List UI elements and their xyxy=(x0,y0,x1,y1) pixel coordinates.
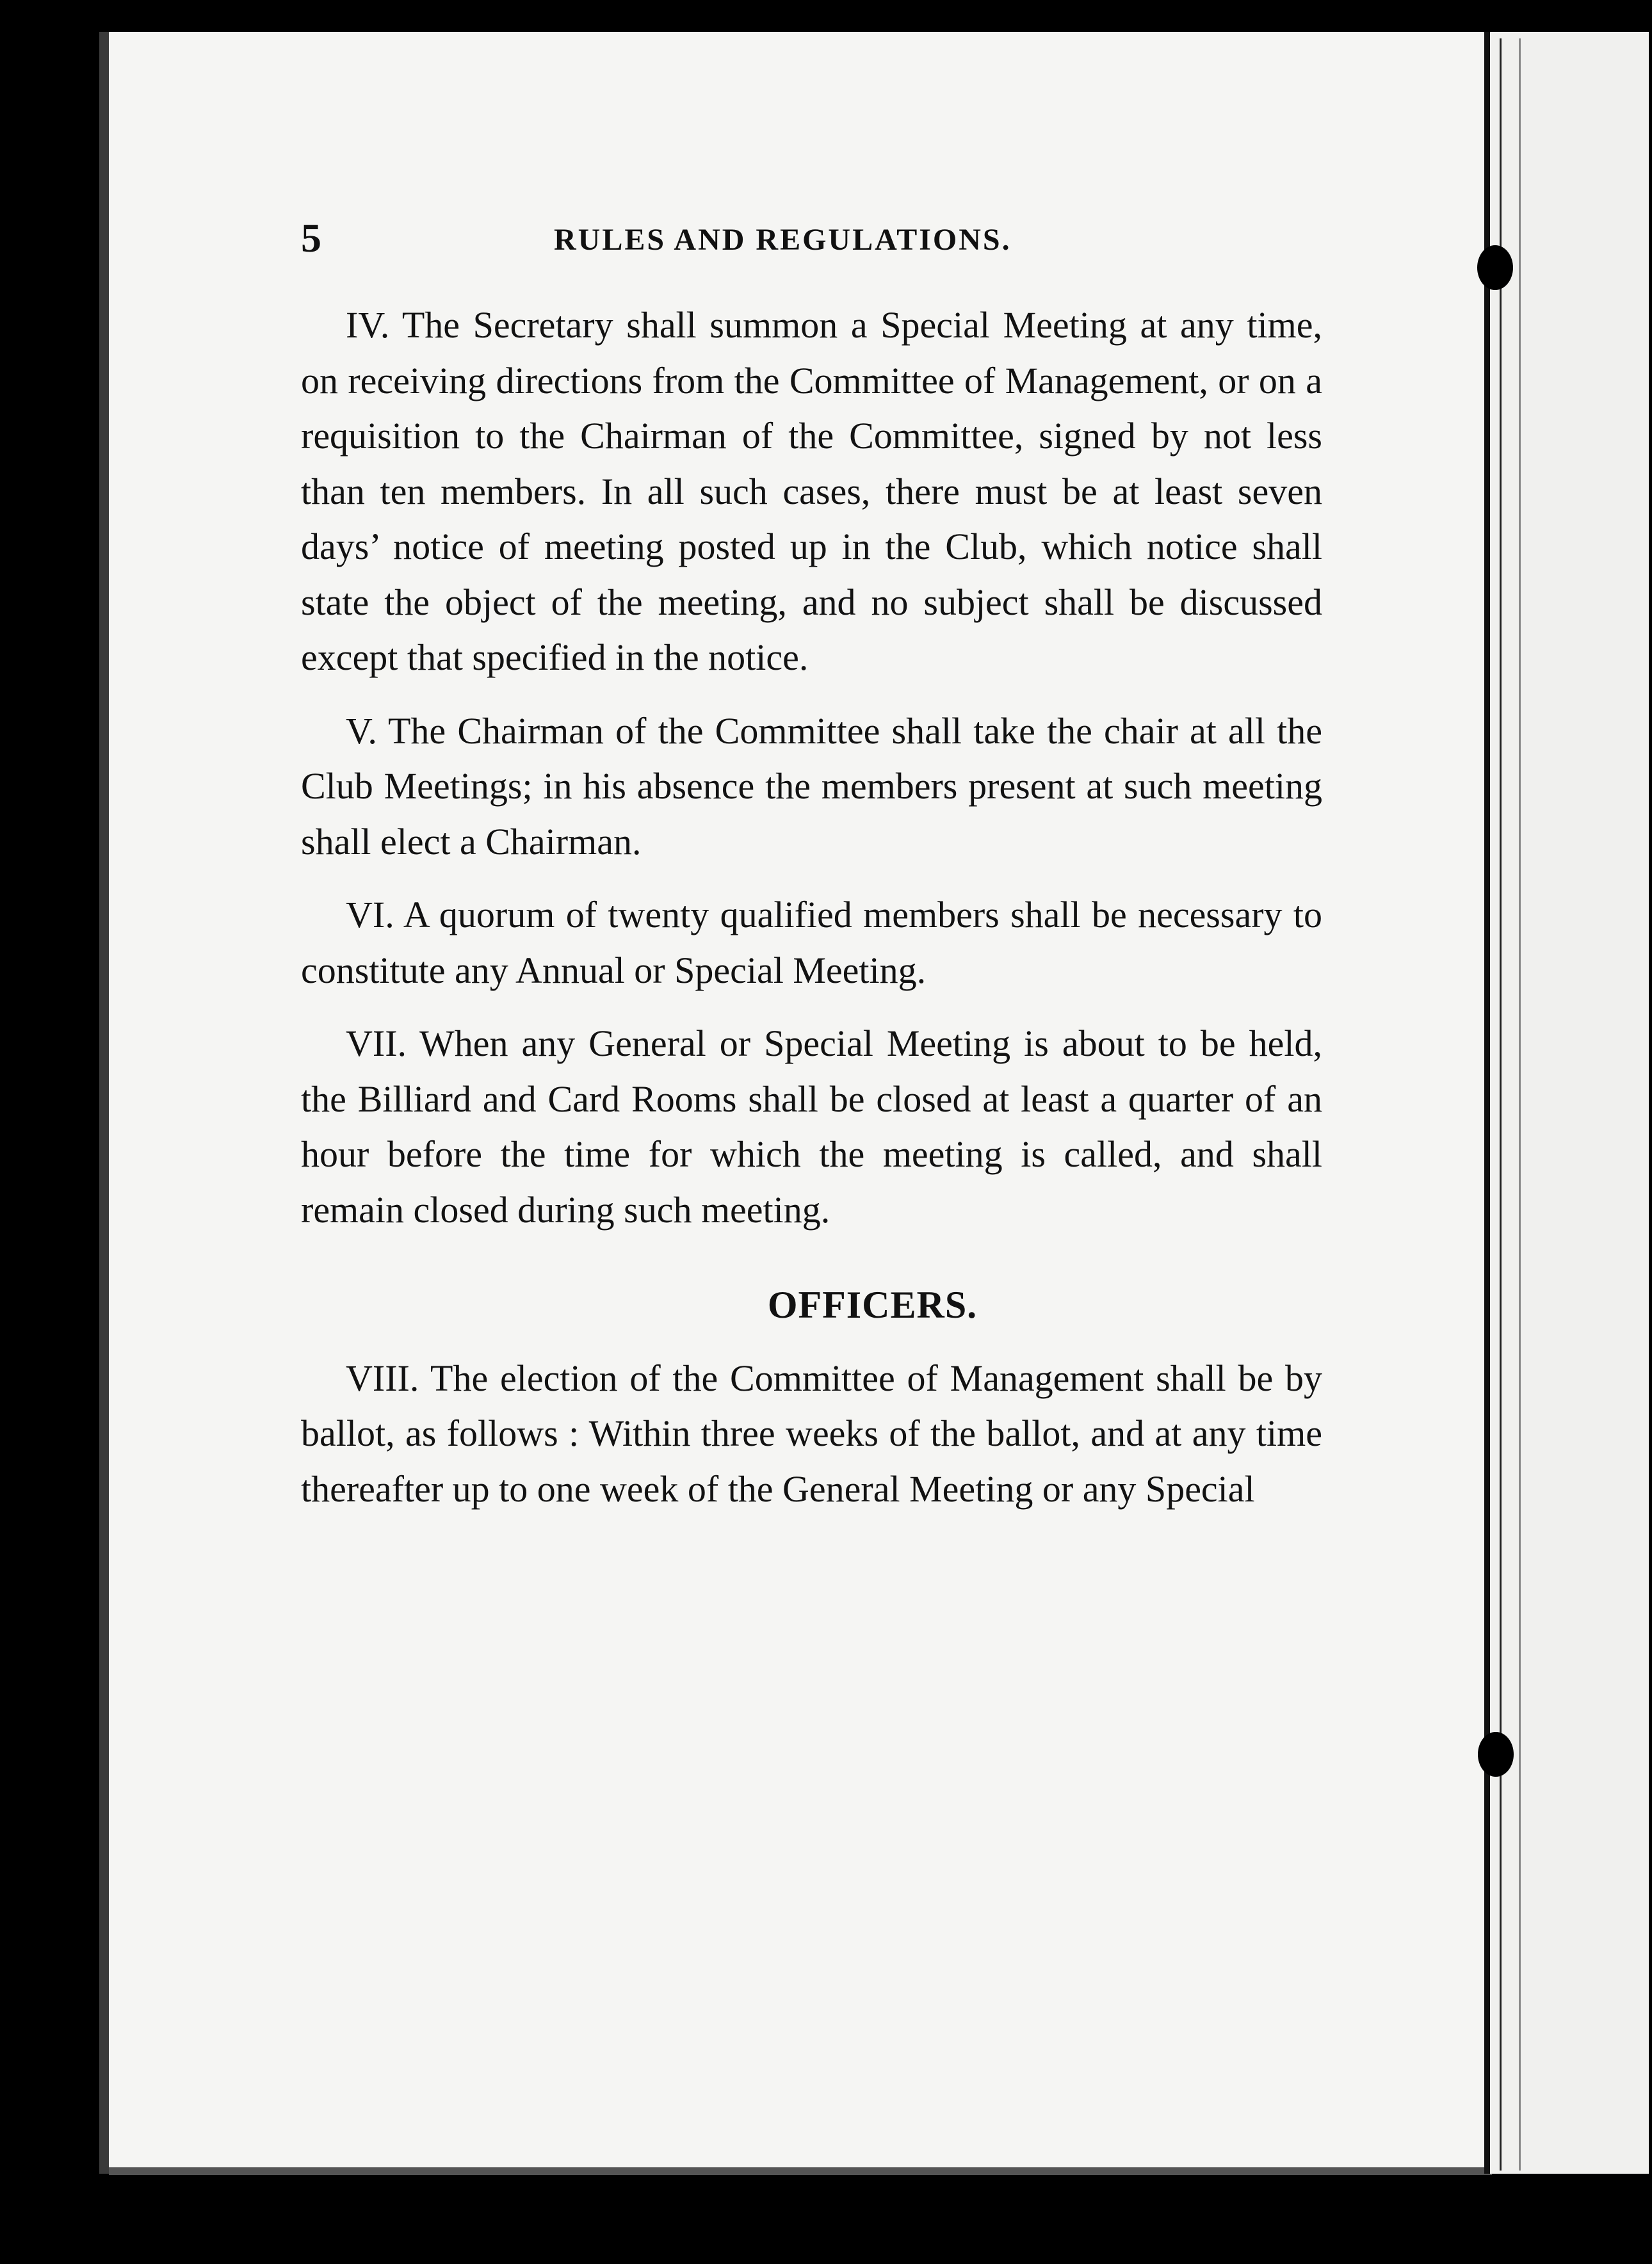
page-header xyxy=(301,214,1325,266)
binding-margin xyxy=(1489,32,1649,2174)
page-bottom-edge xyxy=(109,2167,1492,2175)
rule-iv-paragraph: IV. The Secretary shall summon a Special Meeting at any time, on receiving directions from the Committee of Management, or on a requisition to the Chairman of the Committee, signed by not less than ten members. In all such cases, there must be at least seven days’ notice of meeting posted up in the Club, which notice shall state the object of the meeting, and no subject shall be discussed except that specified in the notice. xyxy=(301,304,1322,678)
binding-line-faint xyxy=(1519,38,1521,2171)
body-text xyxy=(301,298,1322,1517)
page-number: 5 xyxy=(301,215,321,261)
ink-blot-bottom xyxy=(1478,1732,1514,1777)
rule-viii-paragraph: VIII. The election of the Committee of Management shall be by ballot, as follows : Within three weeks of the ballot, and at any time thereafter up to one week of the General Meeting or any Special xyxy=(301,1357,1322,1510)
binding-line xyxy=(1484,32,1490,2174)
binding-line-inner xyxy=(1500,38,1502,2171)
ink-blot-top xyxy=(1477,245,1513,290)
rule-vii-paragraph: VII. When any General or Special Meeting is about to be held, the Billiard and Card Rooms shall be closed at least a quarter of an hour before the time for which the meeting is called, and shall remain closed during such meeting. xyxy=(301,1023,1322,1231)
rule-vi-paragraph: VI. A quorum of twenty qualified members shall be necessary to constitute any Annual or Special Meeting. xyxy=(301,894,1322,991)
section-heading-officers: OFFICERS. xyxy=(767,1284,978,1326)
rule-v-paragraph: V. The Chairman of the Committee shall take the chair at all the Club Meetings; in his absence the members present at such meeting shall elect a Chairman. xyxy=(301,709,1322,862)
running-title: RULES AND REGULATIONS. xyxy=(554,223,1012,257)
